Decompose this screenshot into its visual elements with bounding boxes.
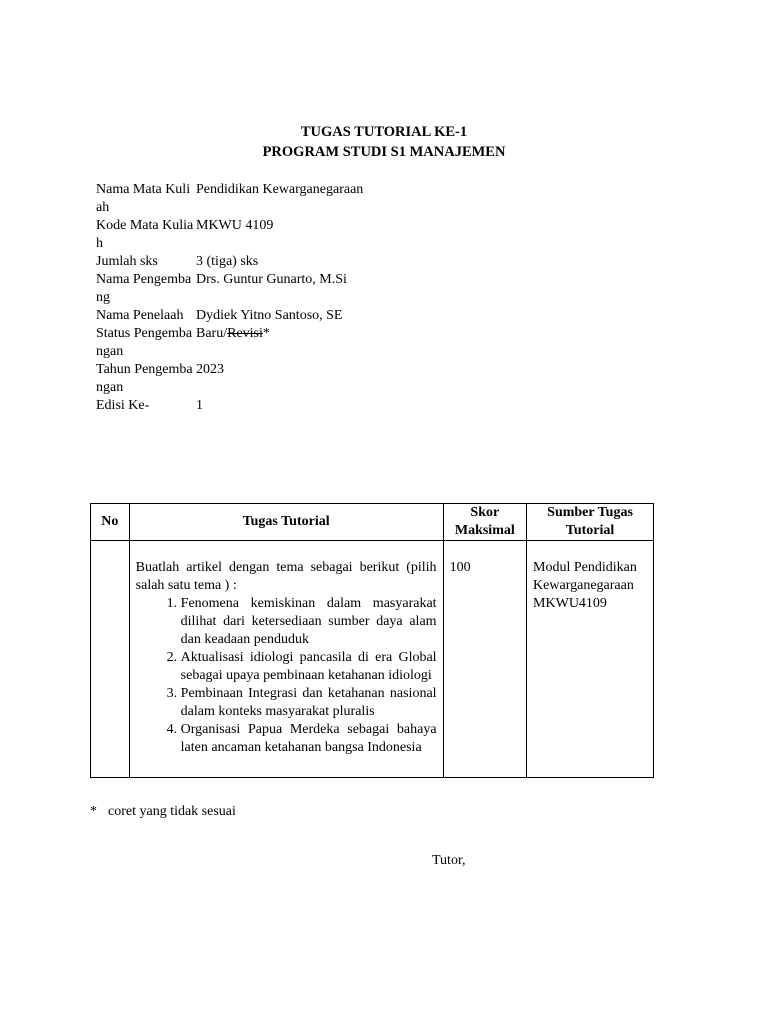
task-item: 3. Pembinaan Integrasi dan ketahanan nasional dalam konteks masyarakat pluralis xyxy=(181,685,437,721)
footnote-asterisk: * xyxy=(90,804,97,819)
footnote-text: coret yang tidak sesuai xyxy=(108,804,236,819)
info-label: Status Pengembangan xyxy=(96,326,193,359)
info-row-penelaah xyxy=(96,307,363,325)
info-row-edisi xyxy=(96,397,363,415)
header-tugas: Tugas Tutorial xyxy=(129,504,443,541)
program-title: PROGRAM STUDI S1 MANAJEMEN xyxy=(262,144,506,160)
info-label: Tahun Pengembangan xyxy=(96,362,193,395)
task-item: 4. Organisasi Papua Merdeka sebagai bahaya laten ancaman ketahanan bangsa Indonesia xyxy=(181,721,437,757)
info-value: Dydiek Yitno Santoso, SE xyxy=(196,308,343,323)
task-table xyxy=(90,503,654,778)
header-no: No xyxy=(91,504,130,541)
task-intro: Buatlah artikel dengan tema sebagai berikut (pilih salah satu tema ) : xyxy=(135,560,437,593)
course-info-table xyxy=(96,181,363,415)
cell-tugas xyxy=(129,541,443,778)
info-label: Nama Mata Kuliah xyxy=(96,182,191,215)
header-skor: Skor Maksimal xyxy=(443,504,526,541)
info-value: MKWU 4109 xyxy=(196,218,274,233)
info-label: Jumlah sks xyxy=(96,254,158,269)
info-value: 1 xyxy=(196,398,203,413)
cell-skor: 100 xyxy=(443,541,526,778)
info-label: Nama Pengembang xyxy=(96,272,192,305)
info-row-status xyxy=(96,325,363,361)
footnote xyxy=(90,803,236,821)
status-asterisk: * xyxy=(262,326,270,341)
header-sumber: Sumber Tugas Tutorial xyxy=(527,504,654,541)
info-value: Pendidikan Kewarganegaraan xyxy=(196,182,364,197)
info-label: Kode Mata Kuliah xyxy=(96,218,194,251)
info-value: Drs. Guntur Gunarto, M.Si xyxy=(196,272,347,287)
info-row-pengembang xyxy=(96,271,363,307)
cell-no xyxy=(91,541,130,778)
status-baru: Baru/ xyxy=(196,326,228,341)
tutor-signature-label: Tutor, xyxy=(432,853,466,868)
document-title: TUGAS TUTORIAL KE-1 xyxy=(300,124,468,140)
info-label: Edisi Ke- xyxy=(96,398,150,413)
status-revisi-struck: Revisi xyxy=(227,326,263,341)
info-label: Nama Penelaah xyxy=(96,308,184,323)
task-table-header-row xyxy=(91,504,654,541)
info-row-sks xyxy=(96,253,363,271)
task-item: 1. Fenomena kemiskinan dalam masyarakat dilihat dari ketersediaan sumber daya alam dan keadaan penduduk xyxy=(181,595,437,649)
info-row-tahun xyxy=(96,361,363,397)
info-value: 3 (tiga) sks xyxy=(196,254,259,269)
info-value xyxy=(196,325,363,361)
info-value: 2023 xyxy=(196,362,224,377)
task-item: 2. Aktualisasi idiologi pancasila di era Global sebagai upaya pembinaan ketahanan idiologi xyxy=(181,649,437,685)
cell-sumber: Modul Pendidikan Kewarganegaraan MKWU4109 xyxy=(527,541,654,778)
info-row-kode-mk xyxy=(96,217,363,253)
task-list xyxy=(136,595,437,757)
task-table-row xyxy=(91,541,654,778)
info-row-nama-mk xyxy=(96,181,363,217)
